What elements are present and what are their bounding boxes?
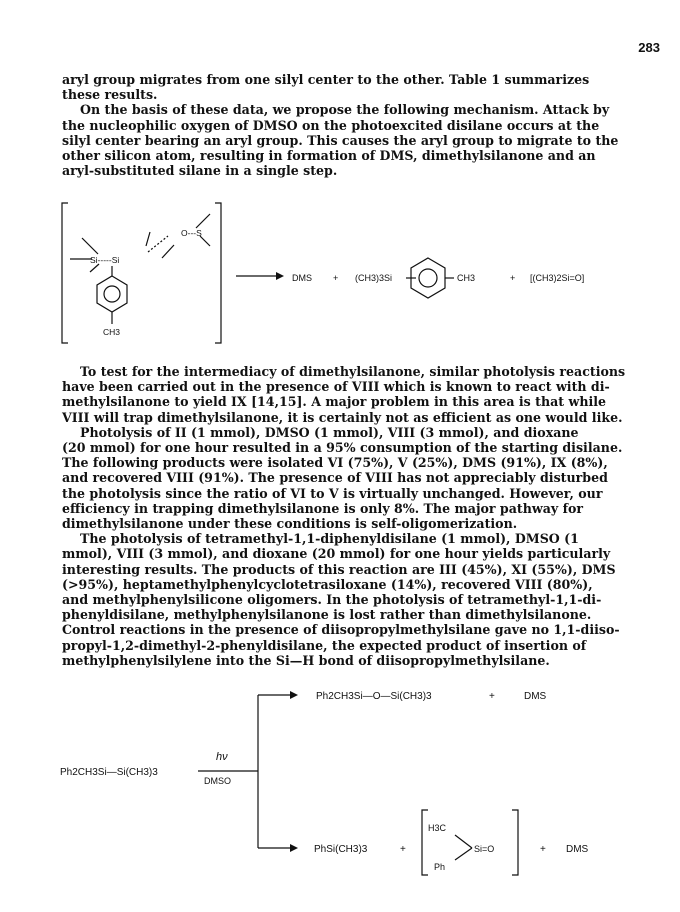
text-line: have been carried out in the presence of VIII which is known to react with di-	[62, 379, 610, 395]
text-line: methylphenylsilylene into the Si—H bond of diisopropylmethylsilane.	[62, 652, 550, 668]
silanone-label: Si=O	[474, 844, 495, 854]
text-line: On the basis of these data, we propose the following mechanism. Attack by	[80, 102, 610, 118]
benzene-ring	[411, 258, 445, 298]
text-line: and recovered VIII (91%). The presence of VIII has not appreciably disturbed	[62, 470, 608, 486]
benzene-ring	[97, 276, 127, 312]
text-line: and methylphenylsilicone oligomers. In the photolysis of tetramethyl-1,1-di-	[62, 592, 602, 608]
text-line: Photolysis of II (1 mmol), DMSO (1 mmol), VIII (3 mmol), and dioxane	[80, 424, 579, 440]
text-line: efficiency in trapping dimethylsilanone is only 8%. The major pathway for	[62, 500, 584, 516]
si-si-label: Si-----Si	[90, 255, 120, 265]
upper-dms-label: DMS	[524, 691, 547, 702]
o-s-label: O---S	[181, 228, 202, 238]
text-line: aryl group migrates from one silyl center to the other. Table 1 summarizes	[62, 72, 590, 87]
text-line: silyl center bearing an aryl group. This causes the aryl group to migrate to the	[62, 132, 619, 148]
dimethylsilanone-label: [(CH3)2Si=O]	[530, 273, 585, 283]
text-line: Control reactions in the presence of diisopropylmethylsilane gave no 1,1-diiso-	[62, 622, 620, 638]
dms-label: DMS	[292, 273, 312, 283]
trimethylsilyl-label: (CH3)3Si	[355, 273, 393, 283]
left-bracket	[62, 203, 68, 343]
text-line: (>95%), heptamethylphenylcyclotetrasiloxane (14%), recovered VIII (80%),	[62, 576, 593, 592]
text-line: propyl-1,2-dimethyl-2-phenyldisilane, the expected product of insertion of	[62, 637, 587, 653]
right-bracket	[215, 203, 221, 343]
plus-sign: +	[333, 273, 339, 283]
text-line: interesting results. The products of this reaction are III (45%), XI (55%), DMS	[62, 561, 616, 577]
text-line: VIII will trap dimethylsilanone, it is certainly not as efficient as one would like.	[62, 409, 623, 425]
plus-sign: +	[540, 844, 546, 855]
text-line: methylsilanone to yield IX [14,15]. A major problem in this area is that while	[62, 394, 607, 410]
methyl-label: CH3	[457, 273, 476, 283]
reactant-label: Ph2CH3Si—Si(CH3)3	[60, 767, 158, 778]
page-number: 283	[638, 40, 660, 55]
text-line: The photolysis of tetramethyl-1,1-diphenyldisilane (1 mmol), DMSO (1	[80, 531, 579, 547]
left-bracket	[422, 810, 428, 875]
text-line: dimethylsilanone under these conditions is self-oligomerization.	[62, 516, 518, 532]
text-line: aryl-substituted silane in a single step.	[62, 163, 338, 179]
phenyl-label: Ph	[434, 862, 446, 872]
text-line: these results.	[62, 87, 158, 103]
methyl-label: CH3	[103, 327, 121, 337]
plus-sign: +	[489, 691, 495, 702]
plus-sign: +	[510, 273, 516, 283]
text-line: the photolysis since the ratio of VI to V is virtually unchanged. However, our	[62, 485, 603, 501]
text-line: phenyldisilane, methylphenylsilanone is lost rather than dimethylsilanone.	[62, 607, 592, 623]
text-line: other silicon atom, resulting in formation of DMS, dimethylsilanone and an	[62, 148, 596, 164]
paragraph-trapping	[62, 364, 628, 668]
solvent-label: DMSO	[204, 776, 231, 786]
text-line: (20 mmol) for one hour resulted in a 95% consumption of the starting disilane.	[62, 440, 623, 456]
lower-dms-label: DMS	[566, 844, 589, 855]
hv-label: hν	[216, 751, 228, 763]
methyl-label: H3C	[428, 823, 447, 833]
text-line: To test for the intermediacy of dimethylsilanone, similar photolysis reactions	[80, 364, 626, 379]
text-line: mmol), VIII (3 mmol), and dioxane (20 mmol) for one hour yields particularly	[62, 546, 611, 562]
plus-sign: +	[400, 844, 406, 855]
upper-product-label: Ph2CH3Si—O—Si(CH3)3	[316, 691, 432, 702]
lower-product-label: PhSi(CH3)3	[314, 844, 368, 855]
text-line: the nucleophilic oxygen of DMSO on the photoexcited disilane occurs at the	[62, 117, 600, 133]
right-bracket	[512, 810, 518, 875]
text-line: The following products were isolated VI (75%), V (25%), DMS (91%), IX (8%),	[62, 455, 608, 471]
